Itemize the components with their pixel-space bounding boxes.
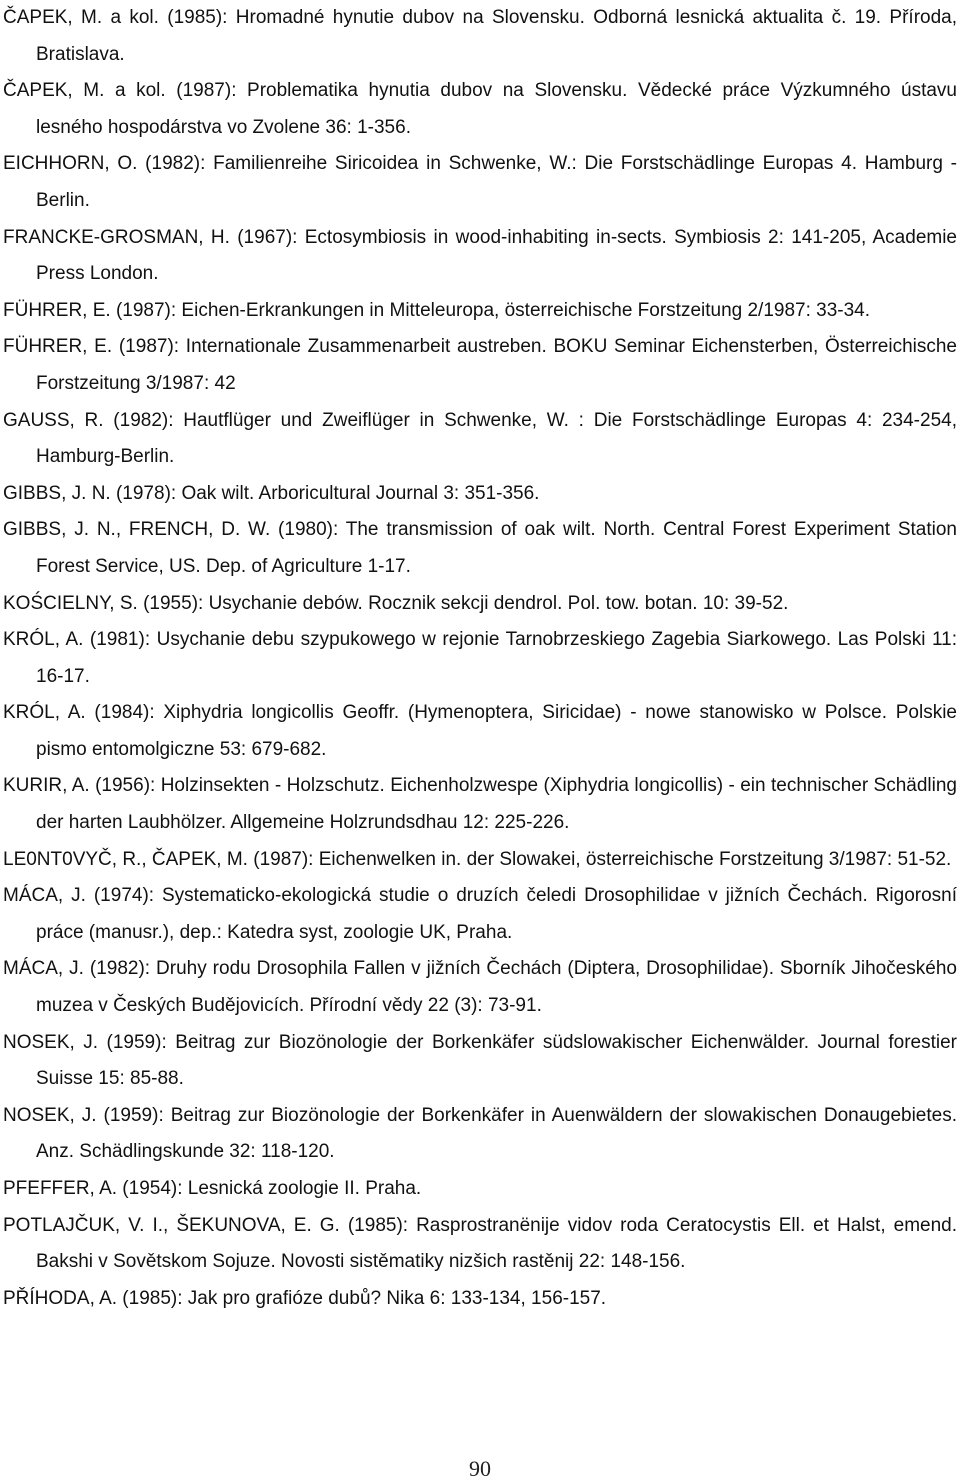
reference-entry: GAUSS, R. (1982): Hautflüger und Zweiflüger in Schwenke, W. : Die Forstschädlinge Europas 4: 234-254, Hamburg-Berlin. — [3, 409, 957, 468]
reference-entry: NOSEK, J. (1959): Beitrag zur Biozönologie der Borkenkäfer südslowakischer Eichenwälder. Journal forestier Suisse 15: 85-88. — [3, 1031, 957, 1090]
reference-entry: ČAPEK, M. a kol. (1987): Problematika hynutia dubov na Slovensku. Vědecké práce Výzkumného ústavu lesného hospodárstva vo Zvolene 36: 1-356. — [3, 80, 957, 138]
reference-entry: ČAPEK, M. a kol. (1985): Hromadné hynutie dubov na Slovensku. Odborná lesnická aktualita č. 19. Příroda, Bratislava. — [3, 7, 957, 65]
reference-entry: PŘÍHODA, A. (1985): Jak pro grafióze dubů? Nika 6: 133-134, 156-157. — [3, 1287, 607, 1309]
reference-entry: KRÓL, A. (1984): Xiphydria longicollis Geoffr. (Hymenoptera, Siricidae) - nowe stanowisko w Polsce. Polskie pismo entomolgiczne 53: 679-682. — [3, 702, 957, 760]
reference-entry: POTLAJČUK, V. I., ŠEKUNOVA, E. G. (1985): Rasprostranënije vidov roda Ceratocystis Ell. et Halst, emend. Bakshi v Sovětskom Sojuze. Novosti sistěmatiky nizšich rastěnij 22: 148-156. — [3, 1214, 957, 1273]
reference-entry: EICHHORN, O. (1982): Familienreihe Siricoidea in Schwenke, W.: Die Forstschädlinge Europas 4. Hamburg - Berlin. — [3, 153, 957, 211]
reference-entry: FÜHRER, E. (1987): Internationale Zusammenarbeit austreben. BOKU Seminar Eichensterben, Österreichische Forstzeitung 3/1987: 42 — [3, 336, 957, 394]
reference-entry: LE0NT0VYČ, R., ČAPEK, M. (1987): Eichenwelken in. der Slowakei, österreichische Forstzeitung 3/1987: 51-52. — [3, 848, 952, 870]
page-number: 90 — [469, 1456, 491, 1481]
reference-entry: PFEFFER, A. (1954): Lesnická zoologie II. Praha. — [3, 1178, 422, 1199]
reference-entry: GIBBS, J. N. (1978): Oak wilt. Arboricultural Journal 3: 351-356. — [3, 482, 540, 504]
reference-entry: FÜHRER, E. (1987): Eichen-Erkrankungen in Mitteleuropa, österreichische Forstzeitung 2/1987: 33-34. — [3, 299, 871, 321]
reference-list — [3, 0, 957, 1317]
reference-entry: NOSEK, J. (1959): Beitrag zur Biozönologie der Borkenkäfer in Auenwäldern der slowakischen Donaugebietes. Anz. Schädlingskunde 32: 118-120. — [3, 1104, 957, 1163]
reference-entry: FRANCKE-GROSMAN, H. (1967): Ectosymbiosis in wood-inhabiting in-sects. Symbiosis 2: 141-205, Academie Press London. — [3, 226, 957, 285]
reference-entry: KURIR, A. (1956): Holzinsekten - Holzschutz. Eichenholzwespe (Xiphydria longicollis) - ein technischer Schädling der harten Laubhölzer. Allgemeine Holzrundsdhau 12: 225-226. — [3, 775, 957, 834]
reference-entry: GIBBS, J. N., FRENCH, D. W. (1980): The transmission of oak wilt. North. Central Forest Experiment Station Forest Service, US. Dep. of Agriculture 1-17. — [3, 519, 957, 577]
reference-entry: KOŚCIELNY, S. (1955): Usychanie debów. Rocznik sekcji dendrol. Pol. tow. botan. 10: 39-52. — [3, 592, 789, 614]
reference-entry: MÁCA, J. (1974): Systematicko-ekologická studie o druzích čeledi Drosophilidae v jižních Čechách. Rigorosní práce (manusr.), dep.: Katedra syst, zoologie UK, Praha. — [3, 885, 957, 943]
reference-entry: MÁCA, J. (1982): Druhy rodu Drosophila Fallen v jižních Čechách (Diptera, Drosophilidae). Sborník Jihočeského muzea v Českých Budějovicích. Přírodní vědy 22 (3): 73-91. — [3, 958, 957, 1017]
reference-entry: KRÓL, A. (1981): Usychanie debu szypukowego w rejonie Tarnobrzeskiego Zagebia Siarkowego. Las Polski 11: 16-17. — [3, 629, 957, 687]
